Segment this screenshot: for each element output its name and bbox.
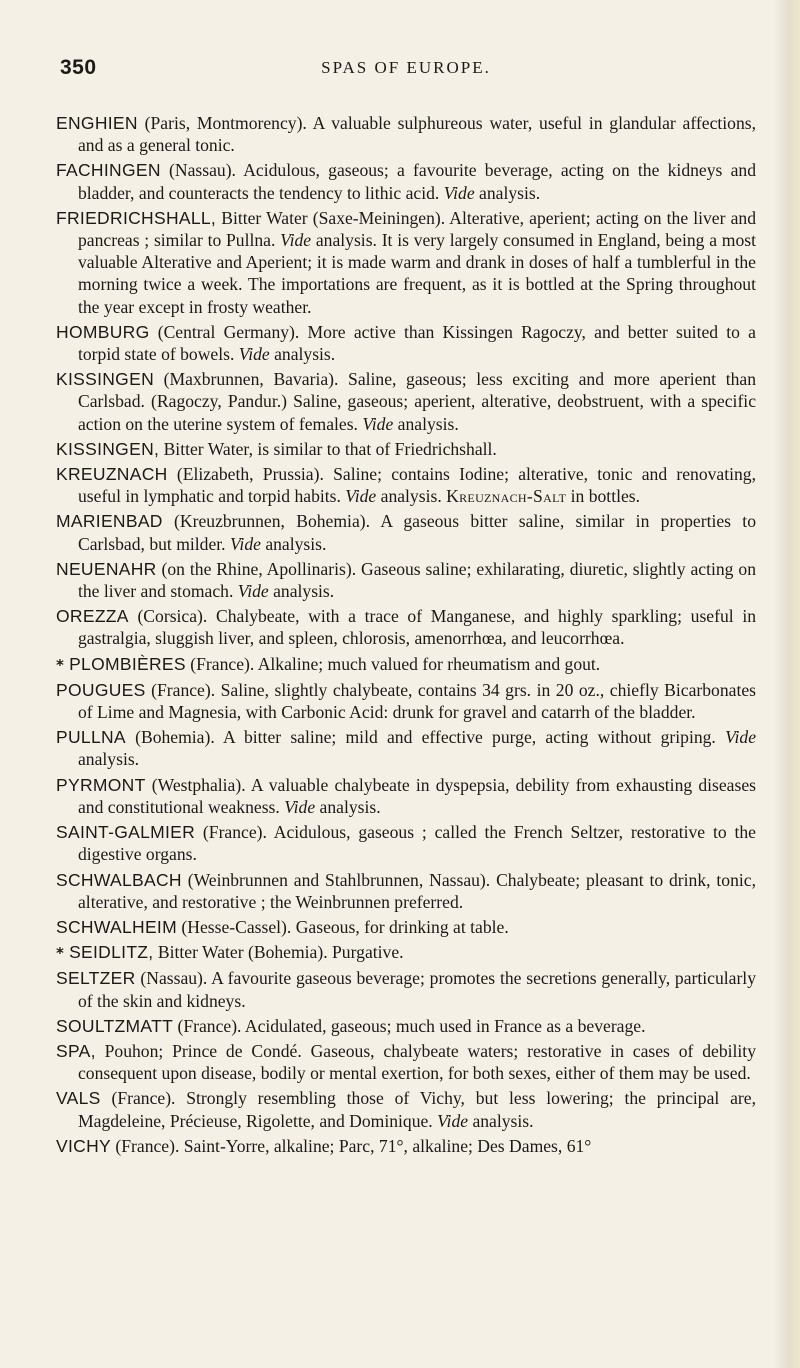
running-head: SPAS OF EUROPE. [321,58,491,77]
spa-entry [56,368,756,435]
spa-location: (France). [100,1088,176,1109]
spa-location: (Nassau). [135,968,208,989]
spa-entry [56,941,756,964]
spa-location: (France). [185,653,255,674]
spa-entry [56,679,756,723]
spa-name: OREZZA [56,606,129,627]
spa-description: analysis. [260,533,327,554]
spa-description: analysis. [393,413,459,434]
spa-entry [56,112,756,156]
product-name: Kreuznach-Salt [446,486,567,507]
spa-name: SCHWALBACH [56,869,182,890]
spa-entry [56,438,756,460]
spa-entry [56,207,756,318]
spa-entry [56,821,756,865]
spa-entry [56,463,756,507]
spa-entry [56,159,756,203]
spa-name: KREUZNACH [56,464,168,485]
spa-description: analysis. [376,486,447,507]
spa-location: Bitter Water, is similar to that of Friedrichshall. [159,438,497,459]
spa-description: Gaseous, for drinking at table. [291,916,509,937]
spa-entry [56,321,756,365]
spa-name: FACHINGEN [56,160,161,181]
spa-name: HOMBURG [56,321,150,342]
vide-reference: Vide [237,581,269,602]
spa-description: More active than Kissingen Ragoczy, and better suited to a torpid state of bowels. [78,321,756,365]
asterisk-mark: * [56,944,70,963]
spa-description: A gaseous bitter saline, similar in properties to Carlsbad, but milder. [78,511,756,554]
spa-location: (Westphalia). [145,774,246,795]
page-header [56,46,756,94]
spa-description: Purgative. [327,942,404,963]
spa-entry [56,726,756,770]
spa-name: ENGHIEN [56,113,138,133]
spa-entry [56,558,756,602]
spa-location: (Nassau). [160,160,236,181]
vide-reference: Vide [280,230,312,251]
spa-description: Chalybeate, with a trace of Manganese, and highly sparkling; useful in gastralgia, sluggish liver, and spleen, chlorosis, amenorrhœa, and leucorrhœa. [78,606,756,649]
spa-description: A valuable sulphureous water, useful in glandular affections, and as a general tonic. [78,113,756,156]
spa-description: Acidulous, gaseous ; called the French Seltzer, restorative to the digestive organs. [78,822,756,865]
spa-location: (Bohemia). [125,727,215,748]
spa-description: Strongly resembling those of Vichy, but less lowering; the principal are, Magdeleine, Précieuse, Rigolette, and Dominique. [78,1088,756,1131]
spa-description: Saline, gaseous; less exciting and more aperient than Carlsbad. (Ragoczy, Pandur.) Saline, gaseous; aperient, alterative, deobstruent, with a specific action on the uterine system of females. [78,369,756,434]
spa-description: in bottles. [566,486,641,507]
spa-location: (France). [145,679,216,700]
spa-entry [56,605,756,649]
spa-description: analysis. [269,344,336,365]
spa-description: Acidulous, gaseous; a favourite beverage, acting on the kidneys and bladder, and counteracts the tendency to lithic acid. [78,160,756,203]
page-edge-shadow [774,0,800,1368]
spa-description: analysis. [468,1110,534,1131]
spa-description: Saline; contains Iodine; alterative, tonic and renovating, useful in lymphatic and torpid habits. [78,464,757,507]
spa-name: MARIENBAD [56,511,163,532]
spa-description: A valuable chalybeate in dyspepsia, debility from exhausting diseases and constitutional weakness. [78,774,756,817]
spa-name: PYRMONT [56,774,146,795]
spa-description: analysis. [268,581,335,602]
spa-location: (Elizabeth, Prussia). [167,464,324,485]
spa-location: (Paris, Montmorency). [137,113,307,133]
spa-entry [56,1087,756,1131]
spa-description: Saint-Yorre, alkaline; Parc, 71°, alkaline; Des Dames, 61° [179,1135,592,1156]
spa-entry [56,1135,756,1157]
spa-entry [56,774,756,818]
asterisk-mark: * [56,655,70,674]
vide-reference: Vide [725,727,756,748]
spa-entry [56,1040,756,1084]
spa-description: Acidulated, gaseous; much used in France as a beverage. [241,1015,646,1036]
spa-name: SPA, [56,1040,96,1061]
spa-description: Alkaline; much valued for rheumatism and gout. [254,653,601,674]
vide-reference: Vide [362,413,394,434]
spa-description: analysis. [474,182,541,203]
spa-location: (Central Germany). [149,321,300,342]
spa-name: KISSINGEN, [56,438,160,459]
vide-reference: Vide [443,182,475,203]
spa-name: SCHWALHEIM [56,916,177,937]
spa-name: NEUENAHR [56,558,157,579]
spa-location: (Weinbrunnen and Stahlbrunnen, Nassau). [181,869,491,890]
spa-location: (France). [110,1135,180,1156]
spa-entry [56,967,756,1011]
spa-description: analysis. [78,749,140,770]
spa-location: (Hesse-Cassel). [176,916,292,937]
spa-location: (on the Rhine, Apollinaris). [156,558,357,579]
spa-description: analysis. It is very largely consumed in England, being a most valuable Alterative and Aperient; it is made warm and drank in doses of half a tumblerful in the morning twice a week. The importations are frequent, as it is bottled at the Spring throughout the year except in frosty weather. [78,230,757,317]
spa-name: VALS [56,1088,101,1109]
spa-description: Saline, slightly chalybeate, contains 34 grs. in 20 oz., chiefly Bicarbonates of Lime and Magnesia, with Carbonic Acid: drunk for gravel and catarrh of the bladder. [78,679,756,723]
spa-entry [56,869,756,913]
spa-entry [56,1015,756,1037]
spa-name: POUGUES [56,679,146,700]
vide-reference: Vide [345,486,377,507]
spa-description: Alterative, aperient; acting on the liver and pancreas ; similar to Pullna. [78,207,756,251]
spa-name: SELTZER [56,968,136,989]
spa-name: KISSINGEN [56,369,155,390]
spa-description: Gaseous saline; exhilarating, diuretic, slightly acting on the liver and stomach. [78,558,756,602]
spa-description: Gaseous, chalybeate waters; restorative in cases of debility consequent upon disease, bodily or mental exertion, for both sexes, either of them may be used. [78,1040,756,1084]
vide-reference: Vide [238,344,270,365]
page-number: 350 [60,56,97,79]
spa-description: A favourite gaseous beverage; promotes the secretions generally, particularly of the skin and kidneys. [78,968,756,1011]
spa-entries-list [56,112,756,1157]
spa-name: PULLNA [56,727,126,748]
spa-description: A bitter saline; mild and effective purge, acting without griping. [214,727,726,748]
spa-name: SOULTZMATT [56,1015,174,1036]
spa-name: SEIDLITZ, [69,942,154,963]
spa-location: Bitter Water (Saxe-Meiningen). [216,207,446,228]
spa-location: (Corsica). [128,606,208,627]
spa-entry [56,916,756,938]
spa-location: (Kreuzbrunnen, Bohemia). [162,511,371,532]
vide-reference: Vide [229,533,261,554]
spa-location: Pouhon; Prince de Condé. [95,1040,302,1061]
spa-name: FRIEDRICHSHALL, [56,207,217,228]
spa-name: PLOMBIÈRES [69,653,186,674]
vide-reference: Vide [284,796,316,817]
spa-name: SAINT-GALMIER [56,822,196,843]
spa-location: (France). [173,1015,242,1036]
spa-entry [56,653,756,676]
spa-location: Bitter Water (Bohemia). [153,942,328,963]
spa-entry [56,510,756,554]
spa-description: Chalybeate; pleasant to drink, tonic, alterative, and restorative ; the Weinbrunnen preferred. [78,869,756,912]
spa-location: (France). [195,822,267,843]
spa-location: (Maxbrunnen, Bavaria). [154,369,339,390]
vide-reference: Vide [437,1110,469,1131]
spa-description: analysis. [315,796,381,817]
spa-name: VICHY [56,1135,111,1156]
